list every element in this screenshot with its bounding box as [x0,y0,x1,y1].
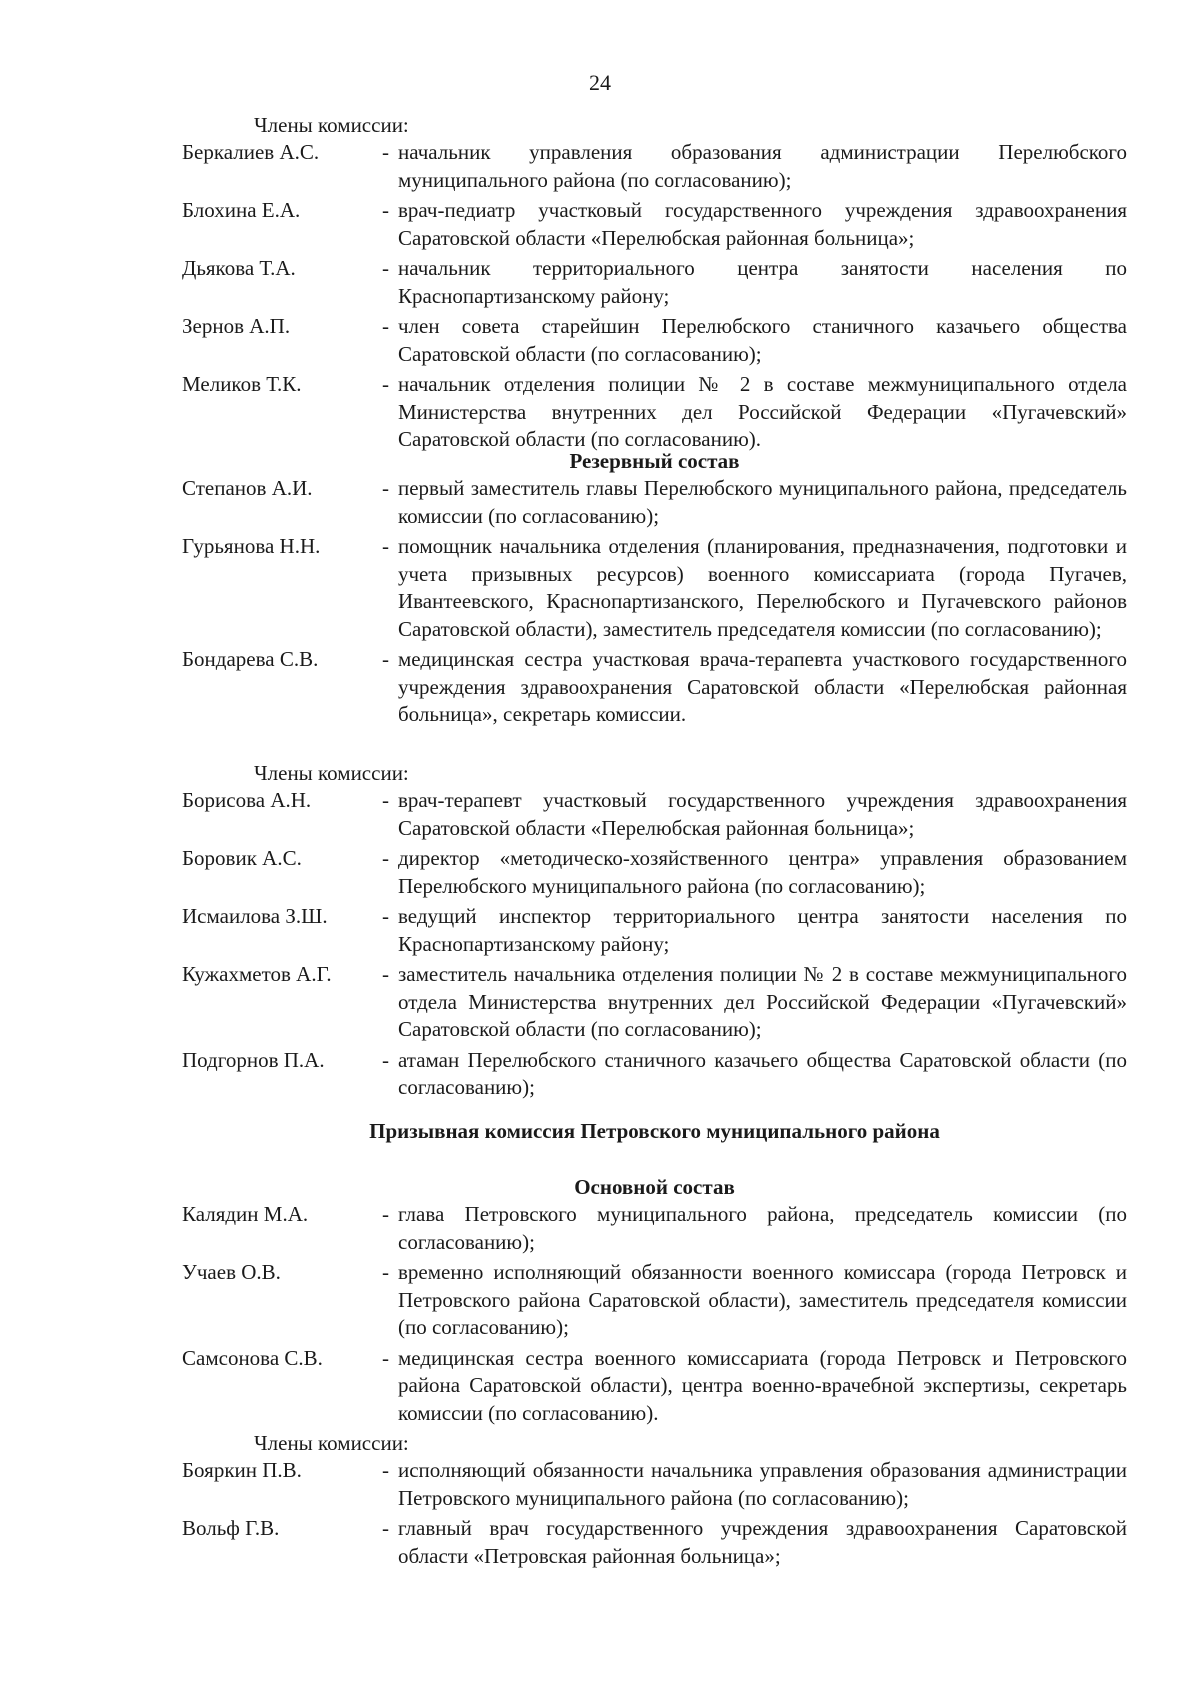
dash-separator: - [382,1458,389,1482]
members-section-3 [182,1430,1127,1573]
member-name: Меликов Т.К. [182,372,302,396]
member-name: Зернов А.П. [182,314,291,338]
dash-separator: - [382,314,389,338]
member-position: заместитель начальника отделения полиции № 2 в составе межмуниципального отдела Министерства внутренних дел Российской Федерации «Пугачевский» Саратовской области (по согласованию); [398,962,1127,1041]
member-name: Борисова А.Н. [182,788,312,812]
members-label: Члены комиссии: [254,761,409,785]
list-item [182,1457,1127,1512]
dash-separator: - [382,256,389,280]
commission-heading: Призывная комиссия Петровского муниципального района [369,1119,940,1143]
list-item [182,313,1127,368]
members-label: Члены комиссии: [254,1431,409,1455]
list-item [182,646,1127,729]
dash-separator: - [382,198,389,222]
list-item [182,1047,1127,1102]
member-name: Исмаилова З.Ш. [182,904,328,928]
dash-separator: - [382,372,389,396]
member-name: Боровик А.С. [182,846,302,870]
member-name: Дьякова Т.А. [182,256,296,280]
dash-separator: - [382,1260,389,1284]
member-name: Блохина Е.А. [182,198,301,222]
list-item [182,845,1127,900]
section-title: Резервный состав [569,449,740,473]
list-item [182,787,1127,842]
member-position: медицинская сестра участковая врача-терапевта участкового государственного учреждения здравоохранения Саратовской области «Перелюбская районная больница», секретарь комиссии. [398,647,1127,726]
list-item [182,475,1127,530]
members-section-1 [182,112,1127,457]
dash-separator: - [382,1345,389,1370]
list-item [182,533,1127,643]
member-name: Вольф Г.В. [182,1516,280,1540]
dash-separator: - [382,534,389,558]
member-position: главный врач государственного учреждения здравоохранения Саратовской области «Петровская районная больница»; [398,1516,1127,1568]
member-name: Степанов А.И. [182,476,313,500]
dash-separator: - [382,1516,389,1540]
member-name: Бояркин П.В. [182,1458,302,1482]
dash-separator: - [382,647,389,671]
list-item [182,1259,1127,1342]
member-name: Гурьянова Н.Н. [182,534,321,558]
member-name: Калядин М.А. [182,1202,309,1226]
section-title: Основной состав [574,1175,735,1199]
dash-separator: - [382,1202,389,1226]
dash-separator: - [382,846,389,870]
member-position: исполняющий обязанности начальника управления образования администрации Петровского муниципального района (по согласованию); [398,1458,1127,1510]
members-label: Члены комиссии: [254,113,409,137]
page-number: 24 [589,70,611,95]
member-position: атаман Перелюбского станичного казачьего общества Саратовской области (по согласованию); [398,1047,1127,1099]
member-position: временно исполняющий обязанности военного комиссара (города Петровск и Петровского района Саратовской области), заместитель председателя комиссии (по согласованию); [398,1260,1127,1339]
members-section-2 [182,760,1127,1105]
member-position: врач-терапевт участковый государственного учреждения здравоохранения Саратовской области «Перелюбская районная больница»; [398,788,1127,840]
list-item [182,1345,1127,1428]
list-item [182,139,1127,194]
dash-separator: - [382,788,389,812]
member-position: директор «методическо-хозяйственного центра» управления образованием Перелюбского муниципального района (по согласованию); [398,846,1127,898]
list-item [182,1515,1127,1570]
reserve-section [182,448,1127,732]
member-name: Подгорнов П.А. [182,1047,325,1072]
member-position: помощник начальника отделения (планирования, предназначения, подготовки и учета призывных ресурсов) военного комиссариата (города Пугачев, Ивантеевского, Краснопартизанского, Перелюбского и Пугачевского районов Саратовской области), заместитель председателя комиссии (по согласованию); [398,534,1127,641]
member-name: Беркалиев А.С. [182,140,320,164]
dash-separator: - [382,962,389,986]
dash-separator: - [382,1047,389,1072]
dash-separator: - [382,904,389,928]
list-item [182,371,1127,454]
member-position: начальник территориального центра занятости населения по Краснопартизанскому району; [398,256,1127,308]
member-name: Кужахметов А.Г. [182,962,332,986]
list-item [182,1201,1127,1256]
member-position: начальник отделения полиции № 2 в составе межмуниципального отдела Министерства внутренних дел Российской Федерации «Пугачевский» Саратовской области (по согласованию). [398,372,1127,451]
member-position: медицинская сестра военного комиссариата (города Петровск и Петровского района Саратовской области), центра военно-врачебной экспертизы, секретарь комиссии (по согласованию). [398,1345,1127,1425]
petrovsky-commission-section [182,1118,1127,1430]
member-position: начальник управления образования администрации Перелюбского муниципального района (по согласованию); [398,140,1127,192]
member-position: глава Петровского муниципального района, председатель комиссии (по согласованию); [398,1202,1127,1254]
list-item [182,255,1127,310]
member-name: Бондарева С.В. [182,647,319,671]
list-item [182,903,1127,958]
list-item [182,961,1127,1044]
dash-separator: - [382,476,389,500]
member-name: Самсонова С.В. [182,1345,323,1370]
member-name: Учаев О.В. [182,1260,281,1284]
list-item [182,197,1127,252]
dash-separator: - [382,140,389,164]
member-position: врач-педиатр участковый государственного учреждения здравоохранения Саратовской области «Перелюбская районная больница»; [398,198,1127,250]
member-position: первый заместитель главы Перелюбского муниципального района, председатель комиссии (по согласованию); [398,476,1127,528]
member-position: член совета старейшин Перелюбского станичного казачьего общества Саратовской области (по согласованию); [398,314,1127,366]
member-position: ведущий инспектор территориального центра занятости населения по Краснопартизанскому району; [398,904,1127,956]
